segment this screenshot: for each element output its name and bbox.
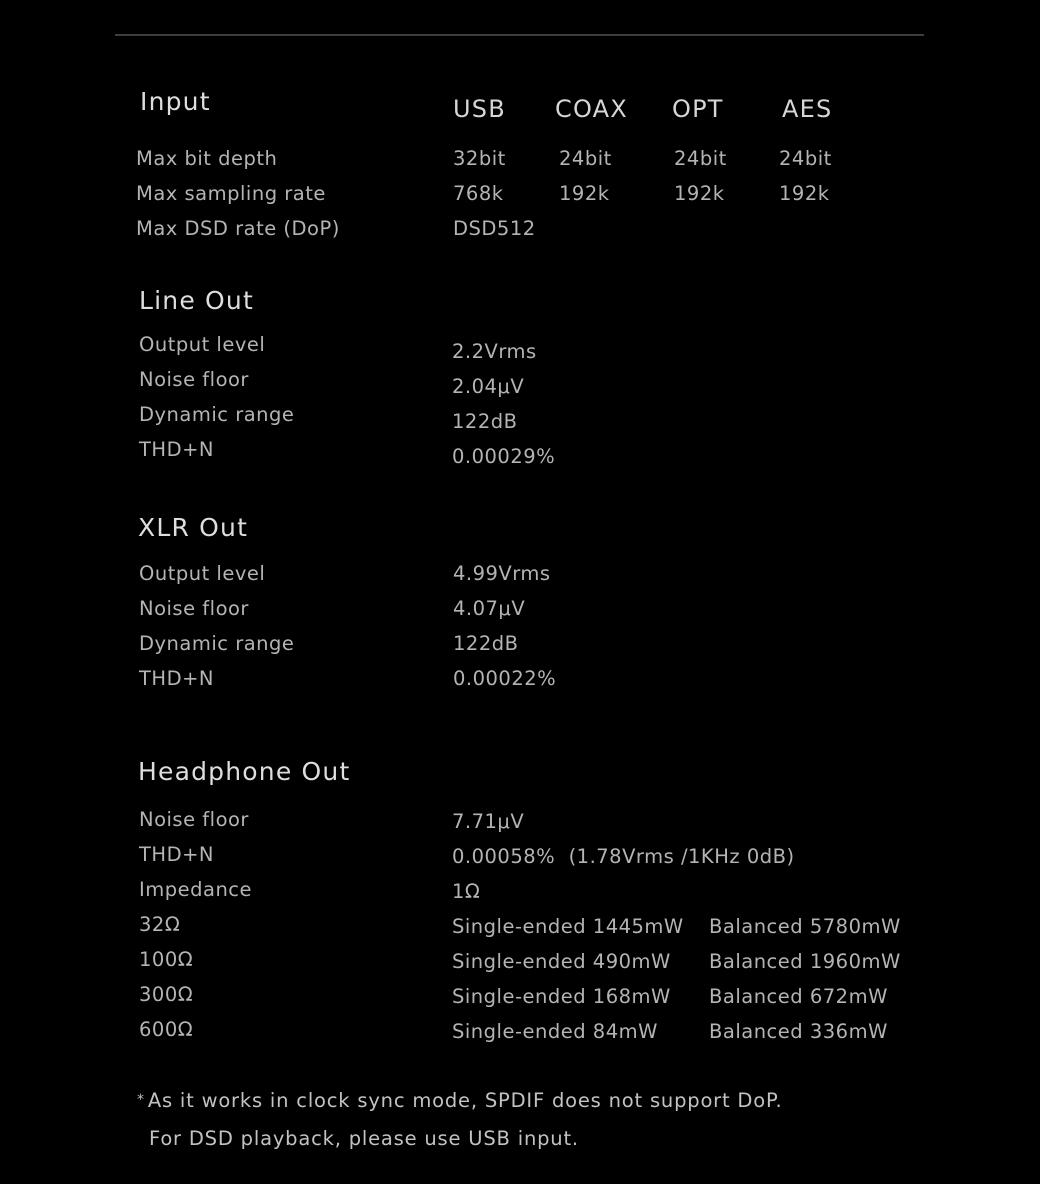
spec-label: Impedance	[139, 878, 253, 901]
single-ended-power: Single-ended 168mW	[452, 985, 671, 1008]
spec-label: THD+N	[139, 843, 215, 866]
spec-value: 0.00058% (1.78Vrms /1KHz 0dB)	[452, 845, 795, 868]
single-ended-power: Single-ended 490mW	[452, 950, 671, 973]
spec-value-opt: 24bit	[674, 147, 727, 170]
spec-value-usb: 32bit	[453, 147, 506, 170]
spec-value: 2.04μV	[452, 375, 525, 398]
column-header-coax: COAX	[555, 95, 628, 123]
impedance-label: 300Ω	[139, 983, 194, 1006]
spec-value: 1Ω	[452, 880, 481, 903]
column-header-usb: USB	[453, 95, 506, 123]
spec-value-usb: 768k	[453, 182, 504, 205]
column-header-opt: OPT	[672, 95, 724, 123]
balanced-power: Balanced 672mW	[709, 985, 888, 1008]
impedance-label: 600Ω	[139, 1018, 194, 1041]
footnote-asterisk: *	[137, 1092, 145, 1108]
spec-label: Dynamic range	[139, 632, 295, 655]
spec-label: Dynamic range	[139, 403, 295, 426]
footnote-line-1	[137, 1091, 783, 1111]
spec-value-usb: DSD512	[453, 217, 536, 240]
spec-value: 7.71μV	[452, 810, 525, 833]
spec-label: Output level	[139, 562, 266, 585]
spec-label: Noise floor	[139, 808, 249, 831]
line-out-title: Line Out	[139, 286, 254, 315]
single-ended-power: Single-ended 1445mW	[452, 915, 684, 938]
spec-value: 2.2Vrms	[452, 340, 537, 363]
spec-value: 4.07μV	[453, 597, 526, 620]
spec-label: Max DSD rate (DoP)	[136, 217, 340, 240]
spec-value: 122dB	[453, 632, 519, 655]
spec-label: Output level	[139, 333, 266, 356]
spec-value: 0.00029%	[452, 445, 556, 468]
spec-value-aes: 24bit	[779, 147, 832, 170]
spec-label: THD+N	[139, 667, 215, 690]
spec-value-coax: 192k	[559, 182, 610, 205]
column-header-aes: AES	[782, 95, 833, 123]
spec-value-coax: 24bit	[559, 147, 612, 170]
single-ended-power: Single-ended 84mW	[452, 1020, 658, 1043]
spec-label: Noise floor	[139, 368, 249, 391]
input-title: Input	[140, 87, 211, 116]
xlr-out-title: XLR Out	[138, 513, 249, 542]
balanced-power: Balanced 1960mW	[709, 950, 901, 973]
top-divider	[115, 34, 924, 36]
balanced-power: Balanced 5780mW	[709, 915, 901, 938]
spec-value: 4.99Vrms	[453, 562, 551, 585]
balanced-power: Balanced 336mW	[709, 1020, 888, 1043]
impedance-label: 100Ω	[139, 948, 194, 971]
footnote-line-2: For DSD playback, please use USB input.	[149, 1127, 579, 1150]
spec-label: Max bit depth	[136, 147, 278, 170]
spec-value: 122dB	[452, 410, 518, 433]
headphone-out-title: Headphone Out	[138, 757, 351, 786]
spec-label: THD+N	[139, 438, 215, 461]
spec-value-opt: 192k	[674, 182, 725, 205]
spec-value: 0.00022%	[453, 667, 557, 690]
spec-label: Noise floor	[139, 597, 249, 620]
spec-value-aes: 192k	[779, 182, 830, 205]
footnote-text: As it works in clock sync mode, SPDIF does not support DoP.	[147, 1089, 783, 1112]
impedance-label: 32Ω	[139, 913, 181, 936]
spec-label: Max sampling rate	[136, 182, 326, 205]
